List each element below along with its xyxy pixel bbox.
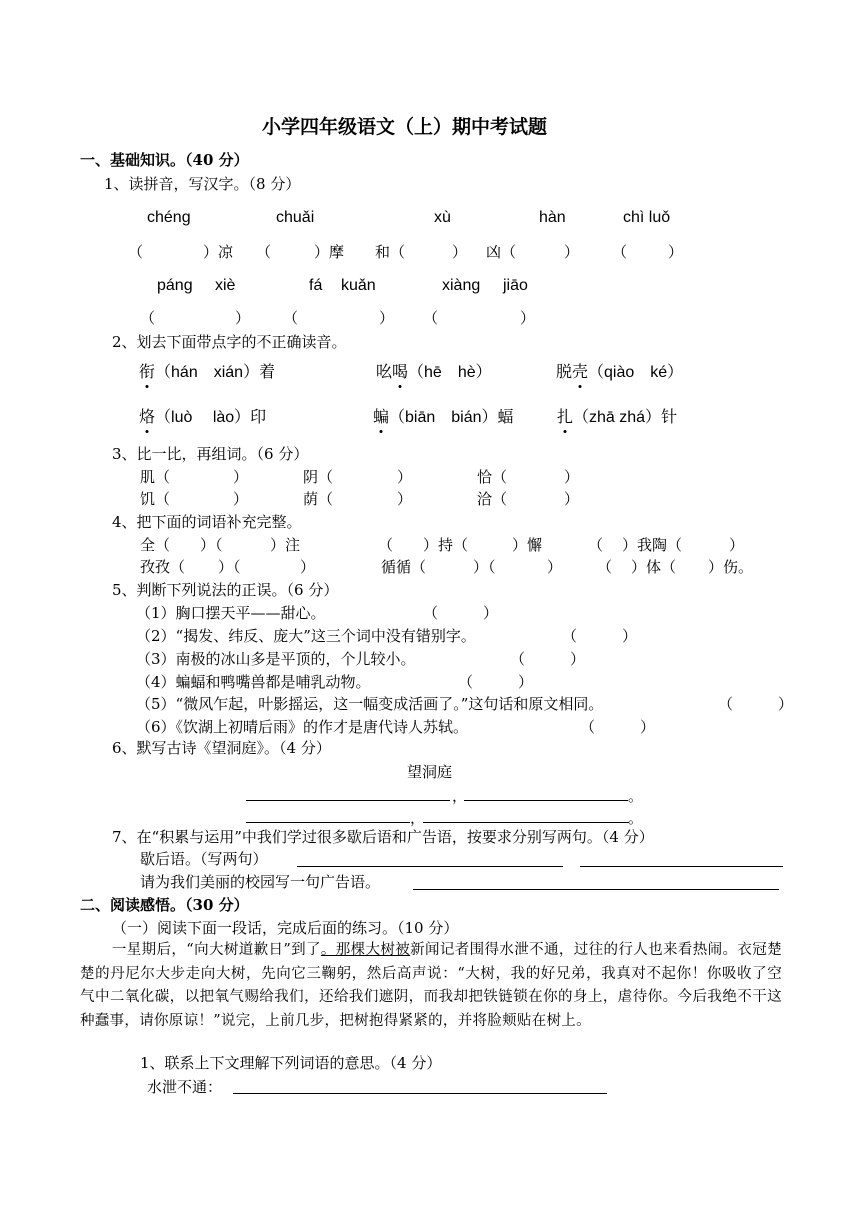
- answer-blank[interactable]: 和（: [375, 243, 406, 261]
- word-tail: 印: [250, 409, 267, 426]
- compare-char: 饥（: [140, 490, 171, 508]
- statement: （4）蝙蝠和鸭嘴兽都是哺乳动物。: [136, 673, 371, 691]
- pinyin: chéng: [147, 209, 191, 226]
- idiom-part: ）懈: [512, 536, 543, 554]
- word-pre: 吆: [376, 364, 393, 381]
- passage-underlined: 。那棵大树被: [320, 942, 411, 958]
- poem-title: 望洞庭: [407, 763, 453, 781]
- answer-blank[interactable]: 凶（: [486, 243, 517, 261]
- pinyin: hàn: [539, 209, 566, 226]
- idiom-part: 全（: [140, 536, 171, 554]
- idiom-part: （: [597, 558, 613, 576]
- proverb-blank[interactable]: [297, 866, 563, 867]
- compare-char: 恰（: [477, 468, 508, 486]
- compare-char: 肌（: [140, 468, 171, 486]
- page-title: 小学四年级语文（上）期中考试题: [262, 116, 548, 138]
- compare-blank[interactable]: ）: [233, 468, 249, 486]
- term-label: 水泄不通：: [147, 1078, 223, 1096]
- statement: （2）“揭发、纬反、庞大”这三个词中没有错别字。: [136, 627, 476, 645]
- statement: （1）胸口摆天平——甜心。: [136, 604, 326, 622]
- part1-prompt: （一）阅读下面一段话，完成后面的练习。（10 分）: [112, 919, 459, 937]
- word-tail: 蝠: [497, 409, 514, 426]
- idiom-part: 孜孜（: [140, 558, 186, 576]
- reading-item: [556, 363, 683, 383]
- poem-line-blank[interactable]: [246, 822, 410, 823]
- compare-char: 阴（: [303, 468, 334, 486]
- compare-blank[interactable]: ）: [564, 490, 580, 508]
- answer-blank-label: ）: [379, 309, 395, 327]
- judge-mark[interactable]: （ ）: [510, 650, 586, 668]
- statement: （6）《饮湖上初晴后雨》的作才是唐代诗人苏轼。: [136, 718, 469, 736]
- pinyin: páng: [157, 277, 193, 294]
- judge-mark[interactable]: （ ）: [458, 673, 534, 691]
- idiom-part: ）（: [473, 558, 496, 576]
- q5-prompt: 5、判断下列说法的正误。（6 分）: [112, 581, 339, 599]
- idiom-part: ）（: [218, 558, 241, 576]
- word-tail: 着: [259, 364, 276, 381]
- statement: （5）“微风乍起，叶影摇运，这一幅变成活画了。”这句话和原文相同。: [136, 695, 604, 713]
- judge-mark[interactable]: （ ）: [423, 604, 499, 622]
- judge-mark[interactable]: （ ）: [580, 718, 656, 736]
- q1-prompt: 1、读拼音，写汉字。（8 分）: [104, 175, 301, 193]
- idiom-part: （: [378, 536, 394, 554]
- q7-prompt: 7、在“积累与运用”中我们学过很多歇后语和广告语，按要求分别写两句。（4 分）: [112, 828, 654, 846]
- reading-item: [373, 408, 514, 428]
- reading-passage: [80, 939, 782, 1033]
- pinyin: xù: [434, 209, 451, 226]
- poem-line-blank[interactable]: [423, 822, 629, 823]
- reading-item: [139, 408, 266, 428]
- period: 。: [628, 809, 644, 827]
- answer-blank-label: ）: [564, 243, 580, 261]
- compare-char: 荫（: [303, 490, 334, 508]
- answer-blank[interactable]: （: [128, 243, 144, 261]
- passage-text: 新闻记者围得水泄不通，过往的行人也来看热闹。衣冠楚楚的丹尼尔大步走向大树，先向它三鞠躬，然后高声说：“大树，我的好兄弟，我真对不起你！你吸收了空气中二氧化碳，以把氧气赐给我们，还给我们遮阴，而我却把铁链锁在你的身上，虐待你。今后我绝不干这种蠢事，请你原谅！”说完，上前几步，把树抱得紧紧的，并将脸颊贴在树上。: [80, 942, 782, 1029]
- idiom-part: ）伤。: [708, 558, 754, 576]
- term-answer-blank[interactable]: [233, 1093, 607, 1094]
- answer-blank-label: ）: [520, 309, 536, 327]
- reading-item: [139, 363, 275, 383]
- dotted-char: 蝙: [373, 409, 390, 426]
- answer-blank-label: ）摩: [314, 243, 345, 261]
- judge-mark[interactable]: （ ）: [562, 627, 638, 645]
- compare-blank[interactable]: ）: [564, 468, 580, 486]
- idiom-part: ）: [547, 558, 563, 576]
- dotted-char: 扎: [557, 409, 574, 426]
- idiom-part: ）持（: [423, 536, 469, 554]
- statement: （3）南极的冰山多是平顶的，个儿较小。: [136, 650, 416, 668]
- dotted-char: 衔: [139, 364, 156, 381]
- word-tail: 针: [661, 409, 678, 426]
- pinyin: chì luǒ: [623, 209, 671, 226]
- idiom-part: ）注: [270, 536, 301, 554]
- readings[interactable]: （hán xián）: [155, 364, 260, 381]
- answer-blank-label: ）: [235, 309, 251, 327]
- poem-line-blank[interactable]: [464, 800, 628, 801]
- reading-item: [557, 408, 677, 428]
- answer-blank-label: ）凉: [203, 243, 234, 261]
- readings[interactable]: （hē hè）: [408, 364, 492, 381]
- dotted-char: 喝: [392, 364, 409, 381]
- idiom-part: ）: [729, 536, 745, 554]
- section-heading-basics: 一、基础知识。（40 分）: [80, 151, 249, 169]
- compare-blank[interactable]: ）: [397, 490, 413, 508]
- answer-blank[interactable]: （: [256, 243, 272, 261]
- pinyin: chuǎi: [276, 209, 315, 226]
- poem-line-blank[interactable]: [246, 800, 450, 801]
- idiom-part: ）: [300, 558, 316, 576]
- period: 。: [628, 787, 644, 805]
- slogan-label: 请为我们美丽的校园写一句广告语。: [140, 873, 381, 891]
- judge-mark[interactable]: （ ）: [718, 695, 794, 713]
- answer-blank[interactable]: （: [423, 309, 439, 327]
- proverb-blank[interactable]: [580, 866, 783, 867]
- compare-blank[interactable]: ）: [233, 490, 249, 508]
- slogan-blank[interactable]: [413, 889, 779, 890]
- answer-blank-label: ）: [668, 243, 684, 261]
- answer-blank[interactable]: （: [140, 309, 156, 327]
- readings[interactable]: （luò lào）: [155, 409, 251, 426]
- compare-char: 洽（: [477, 490, 508, 508]
- idiom-part: ）我陶（: [622, 536, 683, 554]
- pinyin: kuǎn: [341, 277, 376, 294]
- idiom-part: 循循（: [381, 558, 427, 576]
- readings[interactable]: （zhā zhá）: [573, 409, 662, 426]
- pinyin: xiè: [215, 277, 236, 294]
- readings[interactable]: （qiào ké）: [588, 364, 684, 381]
- idiom-part: ）（: [200, 536, 223, 554]
- answer-blank[interactable]: （: [283, 309, 299, 327]
- reading-item: [376, 363, 492, 383]
- pinyin: fá: [309, 277, 323, 294]
- readings[interactable]: （biān bián）: [389, 409, 498, 426]
- answer-blank-label: ）: [452, 243, 468, 261]
- word-pre: 脱: [556, 364, 573, 381]
- answer-blank[interactable]: （: [612, 243, 628, 261]
- compare-blank[interactable]: ）: [397, 468, 413, 486]
- comma: ，: [452, 787, 468, 805]
- passage-text: 一星期后，“向大树道歉日”到了: [111, 942, 321, 958]
- pinyin: xiàng: [442, 277, 481, 294]
- section-heading-reading: 二、阅读感悟。（30 分）: [80, 896, 249, 914]
- q4-prompt: 4、把下面的词语补充完整。: [112, 513, 302, 531]
- q6-prompt: 6、默写古诗《望洞庭》。（4 分）: [112, 739, 331, 757]
- idiom-part: ）体（: [631, 558, 677, 576]
- idiom-part: （: [588, 536, 604, 554]
- q3-prompt: 3、比一比，再组词。（6 分）: [112, 445, 309, 463]
- dotted-char: 烙: [139, 409, 156, 426]
- proverb-label: 歇后语。（写两句）: [140, 850, 268, 868]
- comma: ，: [410, 809, 426, 827]
- q2-prompt: 2、划去下面带点字的不正确读音。: [112, 333, 347, 351]
- reading-q1-prompt: 1、联系上下文理解下列词语的意思。（4 分）: [140, 1054, 442, 1072]
- dotted-char: 壳: [572, 364, 589, 381]
- pinyin: jiāo: [503, 277, 528, 294]
